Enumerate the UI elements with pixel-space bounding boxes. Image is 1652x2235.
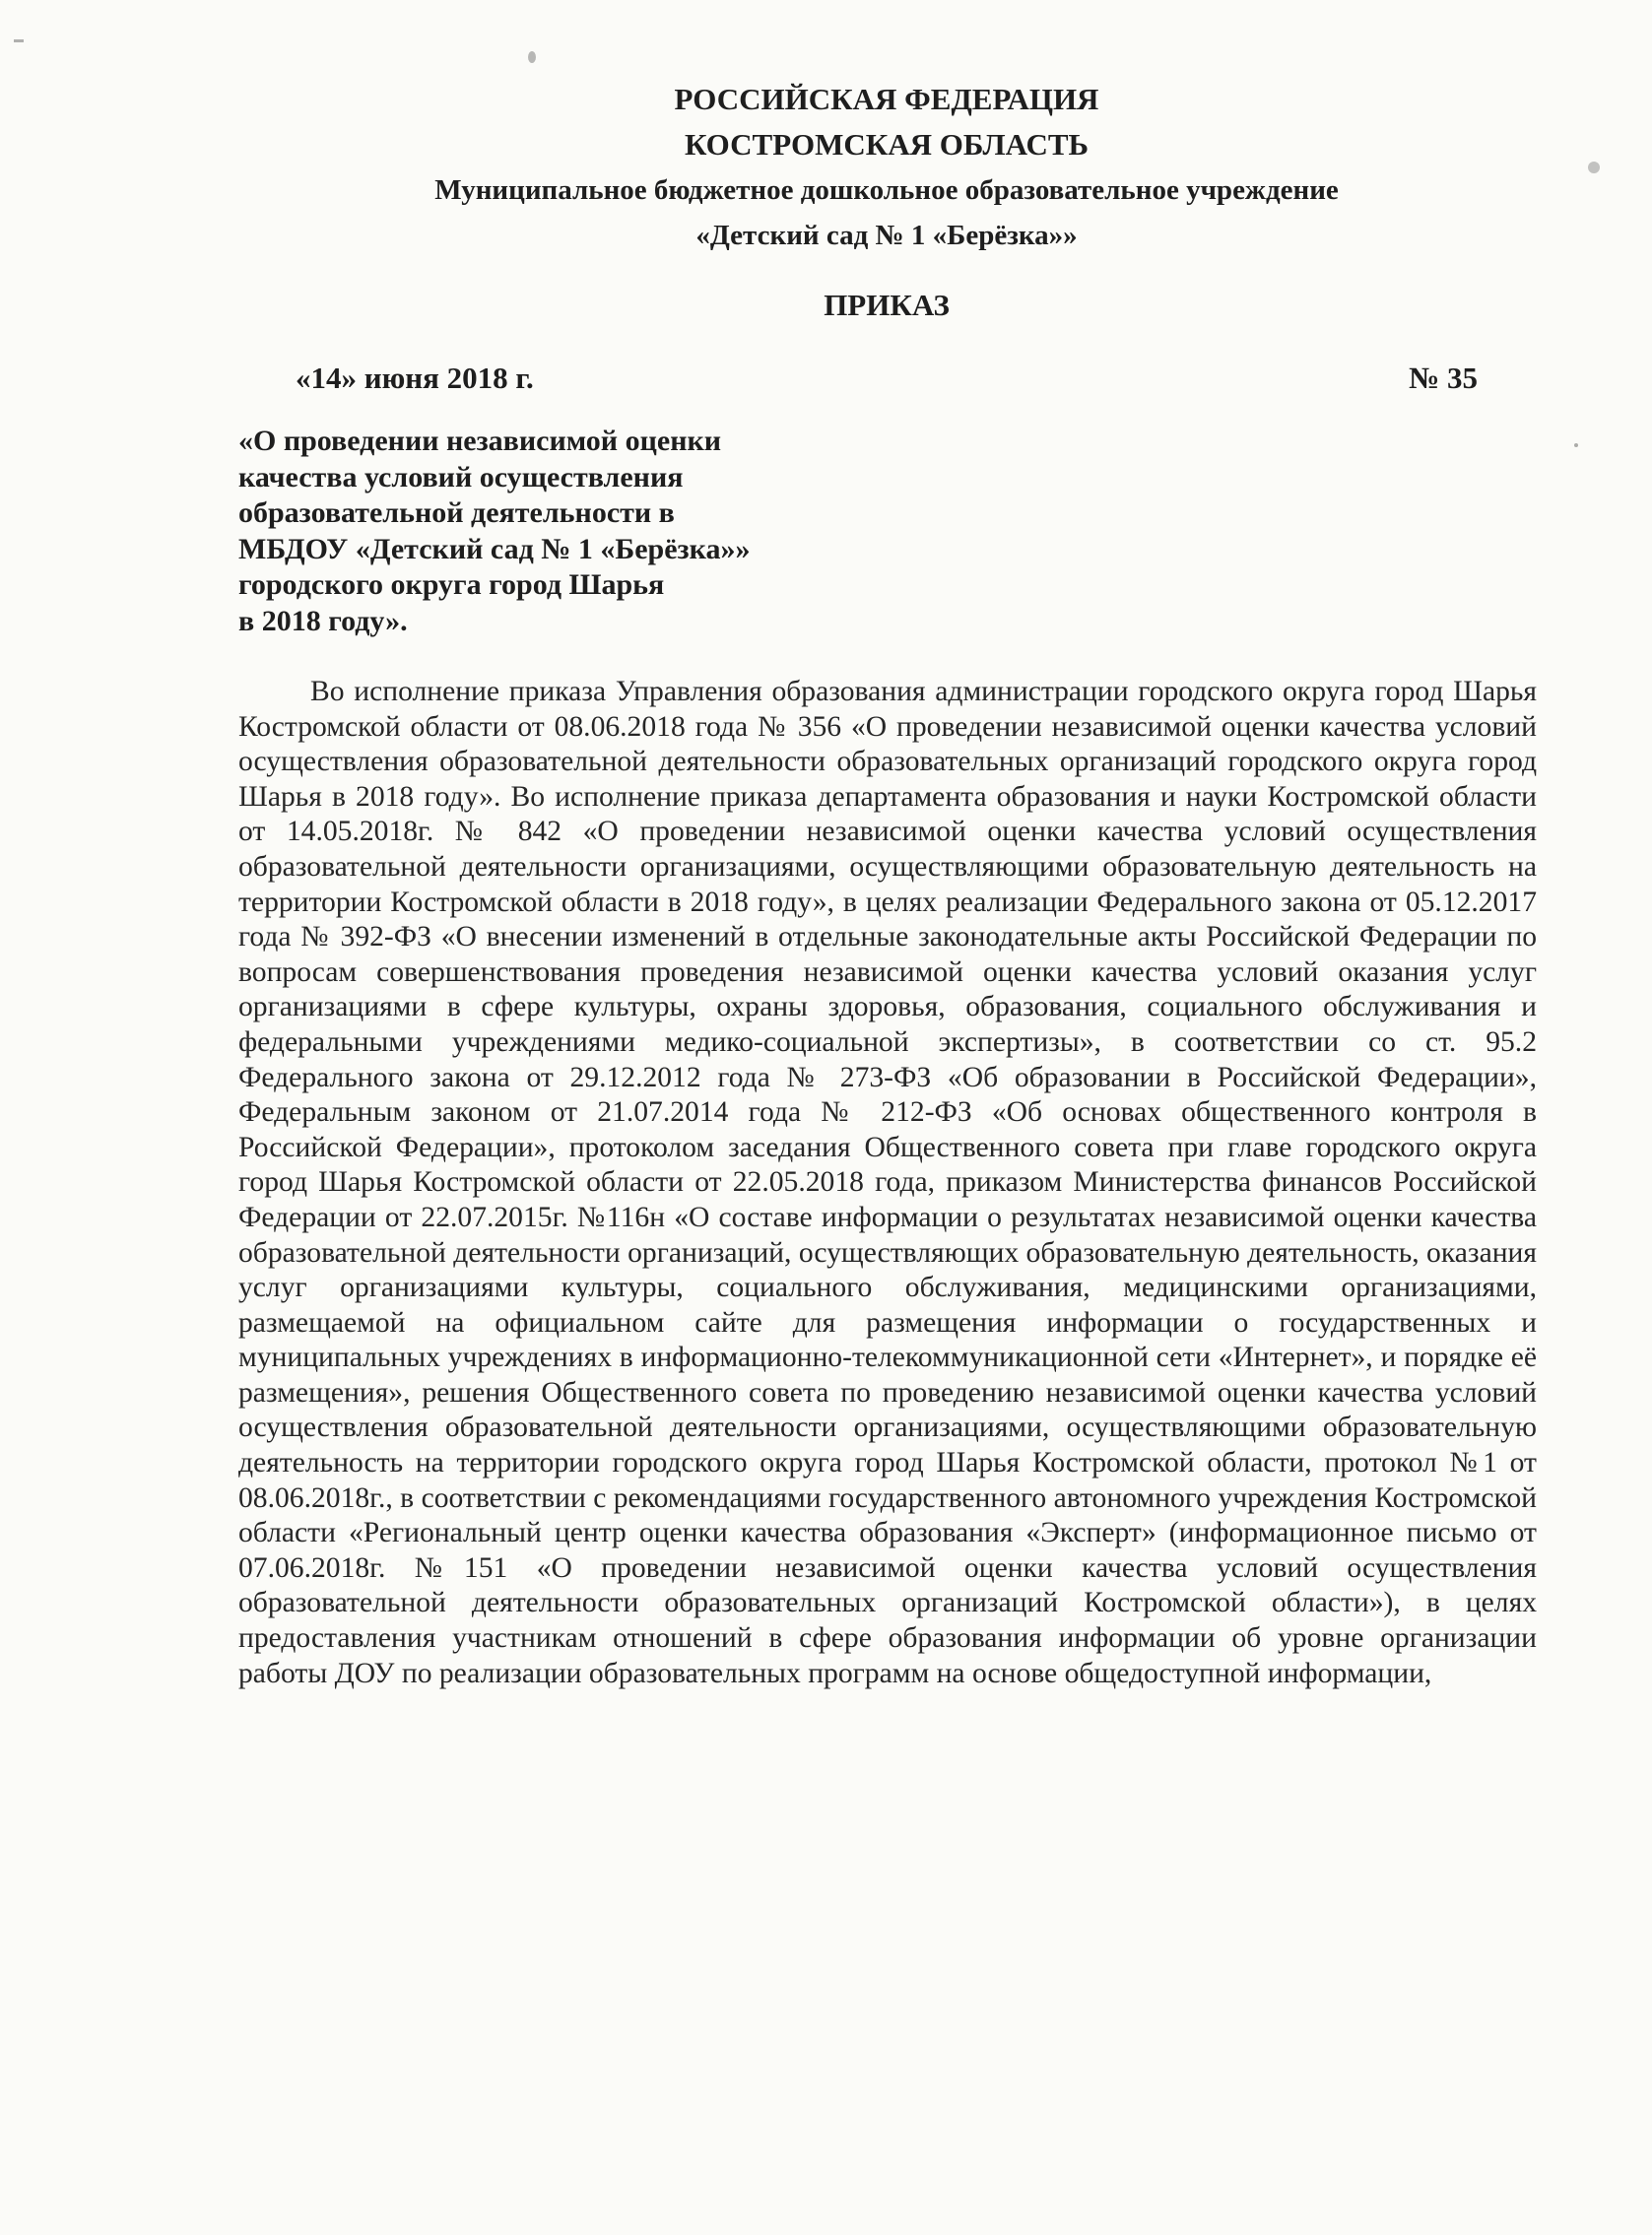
order-number: № 35	[1409, 361, 1478, 395]
order-body-paragraph: Во исполнение приказа Управления образования администрации городского округа город Шарья Костромской области от 08.06.2018 года № 356 «О проведении независимой оценки качества условий осуществления образовательной деятельности образовательных организаций городского округа город Шарья в 2018 году». Во исполнение приказа департамента образования и науки Костромской области от 14.05.2018г. № 842 «О проведении независимой оценки качества условий осуществления образовательной деятельности организациями, осуществляющими образовательную деятельность на территории Костромской области в 2018 году», в целях реализации Федерального закона от 05.12.2017 года № 392-ФЗ «О внесении изменений в отдельные законодательные акты Российской Федерации по вопросам совершенствования проведения независимой оценки качества условий оказания услуг организациями в сфере культуры, охраны здоровья, образования, социального обслуживания и федеральными учреждениями медико-социальной экспертизы», в соответствии со ст. 95.2 Федерального закона от 29.12.2012 года № 273-ФЗ «Об образовании в Российской Федерации», Федеральным законом от 21.07.2014 года № 212-ФЗ «Об основах общественного контроля в Российской Федерации», протоколом заседания Общественного совета при главе городского округа город Шарья Костромской области от 22.05.2018 года, приказом Министерства финансов Российской Федерации от 22.07.2015г. №116н «О составе информации о результатах независимой оценки качества образовательной деятельности организаций, осуществляющих образовательную деятельность, оказания услуг организациями культуры, социального обслуживания, медицинскими организациями, размещаемой на официальном сайте для размещения информации о государственных и муниципальных учреждениях в информационно-телекоммуникационной сети «Интернет», и порядке её размещения», решения Общественного совета по проведению независимой оценки качества условий осуществления образовательной деятельности организациями, осуществляющими образовательную деятельность на территории городского округа город Шарья Костромской области, протокол №1 от 08.06.2018г., в соответствии с рекомендациями государственного автономного учреждения Костромской области «Региональный центр оценки качества образования «Эксперт» (информационное письмо от 07.06.2018г. №151 «О проведении независимой оценки качества условий осуществления образовательной деятельности образовательных организаций Костромской области»), в целях предоставления участникам отношений в сфере образования информации об уровне организации работы ДОУ по реализации образовательных программ на основе общедоступной информации,	[238, 676, 1537, 1689]
subject-line: МБДОУ «Детский сад № 1 «Берёзка»»	[238, 532, 751, 565]
scan-speck	[1588, 162, 1600, 173]
region-heading: КОСТРОМСКАЯ ОБЛАСТЬ	[684, 127, 1090, 162]
subject-line: «О проведении независимой оценки	[238, 425, 722, 457]
subject-line: в 2018 году».	[238, 604, 408, 637]
document-type: ПРИКАЗ	[824, 288, 950, 322]
country-heading: РОССИЙСКАЯ ФЕДЕРАЦИЯ	[674, 82, 1099, 116]
institution-name: «Детский сад № 1 «Берёзка»»	[695, 220, 1078, 251]
document-header	[197, 77, 1576, 258]
subject-line: качества условий осуществления	[238, 460, 684, 493]
scan-speck	[1574, 443, 1578, 447]
scan-edge-mark	[14, 39, 24, 42]
subject-line: городского округа город Шарья	[238, 568, 665, 601]
order-subject	[238, 424, 849, 639]
order-date: «14» июня 2018 г.	[296, 361, 534, 395]
subject-line: образовательной деятельности в	[238, 496, 675, 529]
scan-speck	[528, 51, 536, 63]
institution-type: Муниципальное бюджетное дошкольное образовательное учреждение	[434, 174, 1339, 206]
